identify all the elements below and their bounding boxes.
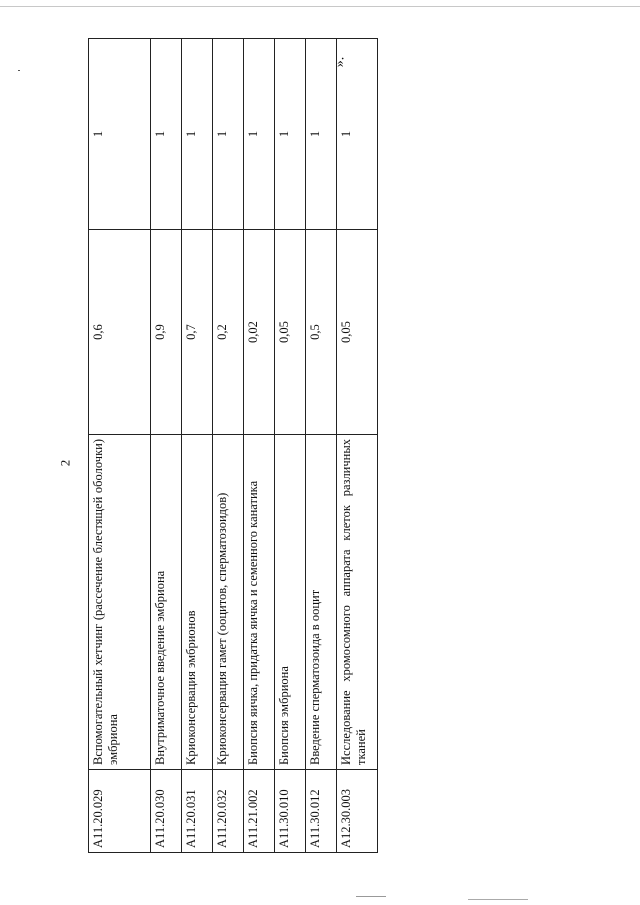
procedure-code: А11.21.002 xyxy=(244,770,275,853)
average-multiplicity: 1 xyxy=(151,39,182,230)
table-row xyxy=(182,39,213,853)
frequency-coefficient: 0,2 xyxy=(213,230,244,435)
table-row xyxy=(151,39,182,853)
frequency-coefficient: 0,05 xyxy=(337,230,378,435)
frequency-coefficient: 0,02 xyxy=(244,230,275,435)
scan-speck xyxy=(18,70,20,71)
average-multiplicity: 1 xyxy=(182,39,213,230)
procedure-name: Вспомогательный хетчинг (рассечение блестящей оболочки) эмбриона xyxy=(89,435,151,770)
average-multiplicity: 1 xyxy=(89,39,151,230)
procedure-name: Биопсия эмбриона xyxy=(275,435,306,770)
table-row xyxy=(337,39,378,853)
average-multiplicity: 1 xyxy=(213,39,244,230)
average-multiplicity: 1 xyxy=(306,39,337,230)
frequency-coefficient: 0,6 xyxy=(89,230,151,435)
procedure-name: Введение сперматозоида в ооцит xyxy=(306,435,337,770)
frequency-coefficient: 0,05 xyxy=(275,230,306,435)
average-multiplicity: 1 xyxy=(275,39,306,230)
page-number: 2 xyxy=(57,459,73,467)
procedure-name: Биопсия яичка, придатка яичка и семенного канатика xyxy=(244,435,275,770)
scan-top-edge xyxy=(0,6,640,7)
table-row xyxy=(213,39,244,853)
procedure-code: А11.30.010 xyxy=(275,770,306,853)
procedure-code: А12.30.003 xyxy=(337,770,378,853)
table-row xyxy=(244,39,275,853)
table-row xyxy=(306,39,337,853)
table-row xyxy=(275,39,306,853)
procedure-name: Внутриматочное введение эмбриона xyxy=(151,435,182,770)
table-row xyxy=(89,39,151,853)
procedure-name: Исследование хромосомного аппарата клеток различных тканей xyxy=(337,435,378,770)
procedures-table xyxy=(88,38,378,853)
procedure-name: Криоконсервация эмбрионов xyxy=(182,435,213,770)
scan-speck xyxy=(356,896,386,897)
procedure-code: А11.20.029 xyxy=(89,770,151,853)
closing-quote-mark: ». xyxy=(332,56,348,68)
scan-speck xyxy=(468,899,528,900)
procedure-name: Криоконсервация гамет (ооцитов, сперматозоидов) xyxy=(213,435,244,770)
procedure-code: А11.30.012 xyxy=(306,770,337,853)
frequency-coefficient: 0,9 xyxy=(151,230,182,435)
average-multiplicity: 1 xyxy=(244,39,275,230)
average-multiplicity: 1 xyxy=(337,39,378,230)
procedure-code: А11.20.030 xyxy=(151,770,182,853)
frequency-coefficient: 0,5 xyxy=(306,230,337,435)
procedure-code: А11.20.032 xyxy=(213,770,244,853)
procedure-code: А11.20.031 xyxy=(182,770,213,853)
frequency-coefficient: 0,7 xyxy=(182,230,213,435)
procedures-table-rotated xyxy=(88,75,368,853)
